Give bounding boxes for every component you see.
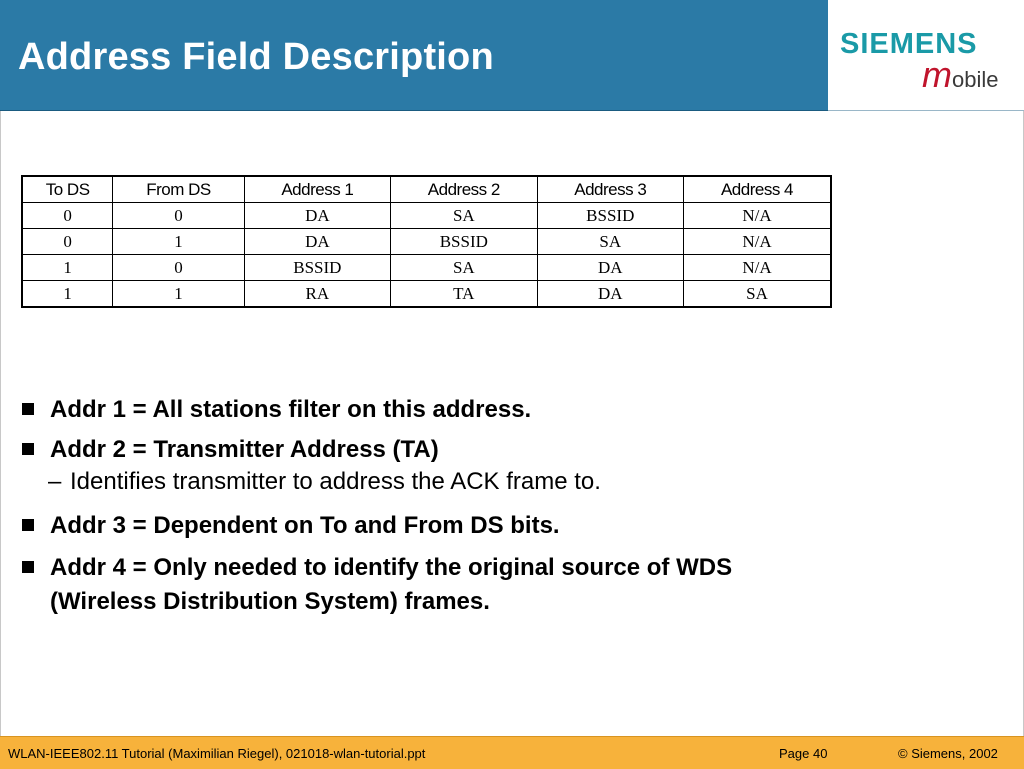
sub-bullet-text: Identifies transmitter to address the ACK frame to. bbox=[70, 468, 601, 495]
logo-m-letter: m bbox=[922, 54, 952, 95]
table-cell: 1 bbox=[22, 255, 113, 281]
table-cell: 0 bbox=[113, 203, 244, 229]
table-cell: N/A bbox=[684, 203, 832, 229]
square-bullet-icon bbox=[22, 519, 34, 531]
table-cell: SA bbox=[391, 255, 537, 281]
footer-document-info: WLAN-IEEE802.11 Tutorial (Maximilian Riegel), 021018-wlan-tutorial.ppt bbox=[8, 746, 426, 761]
square-bullet-icon bbox=[22, 561, 34, 573]
logo-brand-text: SIEMENS bbox=[840, 28, 978, 60]
table-cell: BSSID bbox=[244, 255, 390, 281]
table-cell: SA bbox=[391, 203, 537, 229]
table-cell: N/A bbox=[684, 229, 832, 255]
bullet-item bbox=[20, 393, 820, 427]
table-cell: RA bbox=[244, 281, 390, 308]
dash-marker: – bbox=[48, 468, 62, 495]
table-row bbox=[22, 229, 831, 255]
table-header-row bbox=[22, 176, 831, 203]
square-bullet-icon bbox=[22, 403, 34, 415]
square-bullet-icon bbox=[22, 443, 34, 455]
table-row bbox=[22, 203, 831, 229]
address-field-table bbox=[21, 175, 832, 308]
table-cell: 0 bbox=[22, 229, 113, 255]
table-header-cell: From DS bbox=[113, 176, 244, 203]
bullet-text: Addr 3 = Dependent on To and From DS bits. bbox=[50, 512, 560, 539]
table-cell: 1 bbox=[22, 281, 113, 308]
table-header-cell: Address 1 bbox=[244, 176, 390, 203]
bullet-item bbox=[20, 509, 820, 543]
logo-mobile-text bbox=[922, 54, 999, 95]
table-cell: DA bbox=[537, 281, 683, 308]
bullet-item bbox=[20, 551, 820, 619]
table-cell: 0 bbox=[113, 255, 244, 281]
table-header-cell: Address 4 bbox=[684, 176, 832, 203]
table-cell: N/A bbox=[684, 255, 832, 281]
table-header-cell: To DS bbox=[22, 176, 113, 203]
table-cell: 0 bbox=[22, 203, 113, 229]
table-cell: DA bbox=[244, 203, 390, 229]
table-cell: 1 bbox=[113, 229, 244, 255]
bullet-text: Addr 1 = All stations filter on this address. bbox=[50, 396, 532, 423]
table-row bbox=[22, 255, 831, 281]
bullet-text: Addr 4 = Only needed to identify the original source of WDS (Wireless Distribution System) frames. bbox=[50, 554, 733, 615]
siemens-mobile-logo bbox=[828, 0, 1024, 111]
bullet-item bbox=[20, 433, 820, 467]
sub-bullet-item bbox=[20, 467, 820, 497]
table-cell: TA bbox=[391, 281, 537, 308]
slide-title: Address Field Description bbox=[18, 36, 494, 78]
table-cell: BSSID bbox=[537, 203, 683, 229]
table-cell: SA bbox=[684, 281, 832, 308]
table-cell: DA bbox=[244, 229, 390, 255]
bullet-text: Addr 2 = Transmitter Address (TA) bbox=[50, 436, 439, 463]
bullet-list bbox=[20, 393, 820, 619]
table-header-cell: Address 3 bbox=[537, 176, 683, 203]
table-cell: SA bbox=[537, 229, 683, 255]
footer-copyright: © Siemens, 2002 bbox=[898, 746, 998, 761]
table-cell: 1 bbox=[113, 281, 244, 308]
logo-mobile-rest: obile bbox=[952, 67, 999, 92]
footer-page-number: Page 40 bbox=[779, 746, 828, 761]
table-cell: DA bbox=[537, 255, 683, 281]
footer-bar bbox=[0, 736, 1024, 769]
table-cell: BSSID bbox=[391, 229, 537, 255]
table-row bbox=[22, 281, 831, 308]
table-header-cell: Address 2 bbox=[391, 176, 537, 203]
title-bar bbox=[0, 0, 828, 111]
